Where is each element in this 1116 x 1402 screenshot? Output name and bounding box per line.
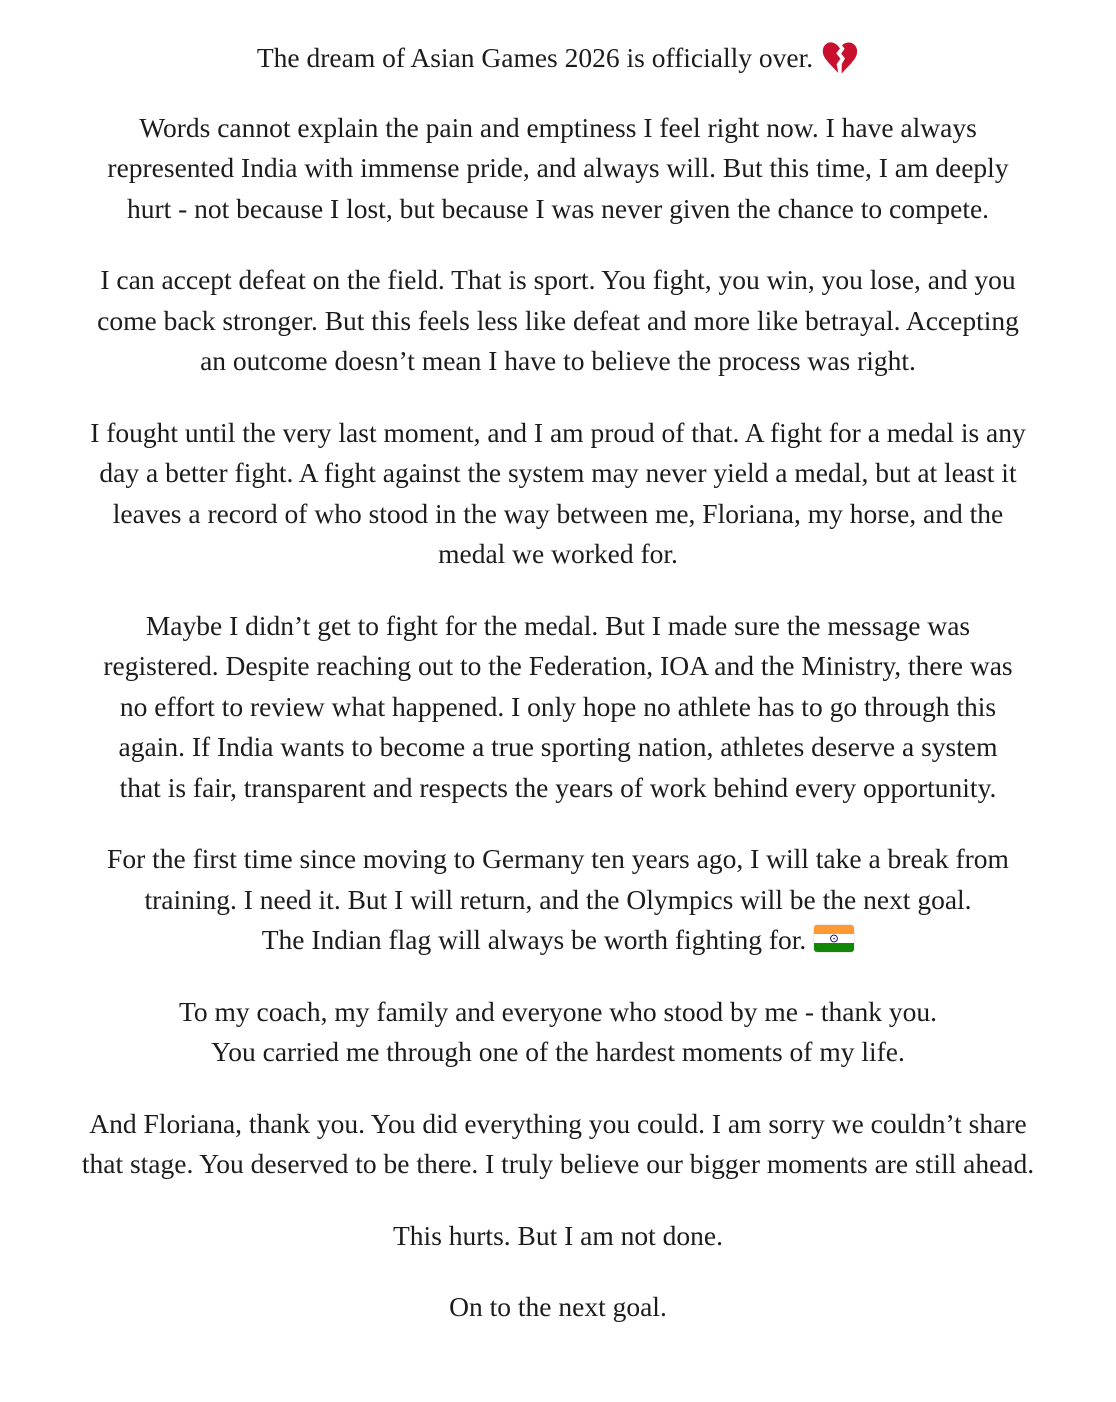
text-line-with-flag [30,920,1086,961]
text-line: This hurts. But I am not done. [393,1219,723,1251]
text-line: I can accept defeat on the field. That is sport. You fight, you win, you lose, and you [100,264,1016,296]
paragraph-3 [30,413,1086,575]
text-line: day a better fight. A fight against the system may never yield a medal, but at least it [99,457,1017,489]
title-line [30,38,1086,79]
text-line: And Floriana, thank you. You did everything you could. I am sorry we couldn’t share [89,1107,1027,1139]
paragraph-4 [30,606,1086,809]
text-line: training. I need it. But I will return, and the Olympics will be the next goal. [144,883,972,915]
text-line: come back stronger. But this feels less like defeat and more like betrayal. Accepting [97,304,1019,336]
paragraph-6 [30,992,1086,1073]
text-line: Words cannot explain the pain and emptiness I feel right now. I have always [139,111,977,143]
text-line: medal we worked for. [438,538,678,570]
text-line: You carried me through one of the hardest moments of my life. [211,1036,905,1068]
text-line: represented India with immense pride, and always will. But this time, I am deeply [107,152,1009,184]
text-line: leaves a record of who stood in the way between me, Floriana, my horse, and the [112,497,1004,529]
text-line: that stage. You deserved to be there. I truly believe our bigger moments are still ahead. [81,1148,1035,1180]
text-line: On to the next goal. [449,1291,667,1323]
paragraph-5 [30,839,1086,961]
text-line: The Indian flag will always be worth fighting for. [261,924,807,956]
text-line: I fought until the very last moment, and I am proud of that. A fight for a medal is any [90,416,1026,448]
text-line: registered. Despite reaching out to the Federation, IOA and the Ministry, there was [103,650,1013,682]
text-line: For the first time since moving to Germany ten years ago, I will take a break from [107,843,1009,875]
title-text: The dream of Asian Games 2026 is officially over. [256,42,814,73]
paragraph-1 [30,108,1086,230]
text-line: an outcome doesn’t mean I have to believe the process was right. [200,345,916,377]
post-title [30,38,1086,79]
paragraph-2 [30,260,1086,382]
text-line: To my coach, my family and everyone who stood by me - thank you. [179,995,937,1027]
text-line: hurt - not because I lost, but because I was never given the chance to compete. [126,192,990,224]
india-flag-icon [814,925,854,952]
text-line: that is fair, transparent and respects the years of work behind every opportunity. [119,771,997,803]
text-line: no effort to review what happened. I only hope no athlete has to go through this [119,690,997,722]
paragraph-8 [30,1216,1086,1257]
text-line: Maybe I didn’t get to fight for the medal. But I made sure the message was [145,609,971,641]
broken-heart-icon [821,40,859,76]
paragraph-7 [30,1104,1086,1185]
text-line: again. If India wants to become a true sporting nation, athletes deserve a system [118,731,998,763]
paragraph-9 [30,1287,1086,1328]
